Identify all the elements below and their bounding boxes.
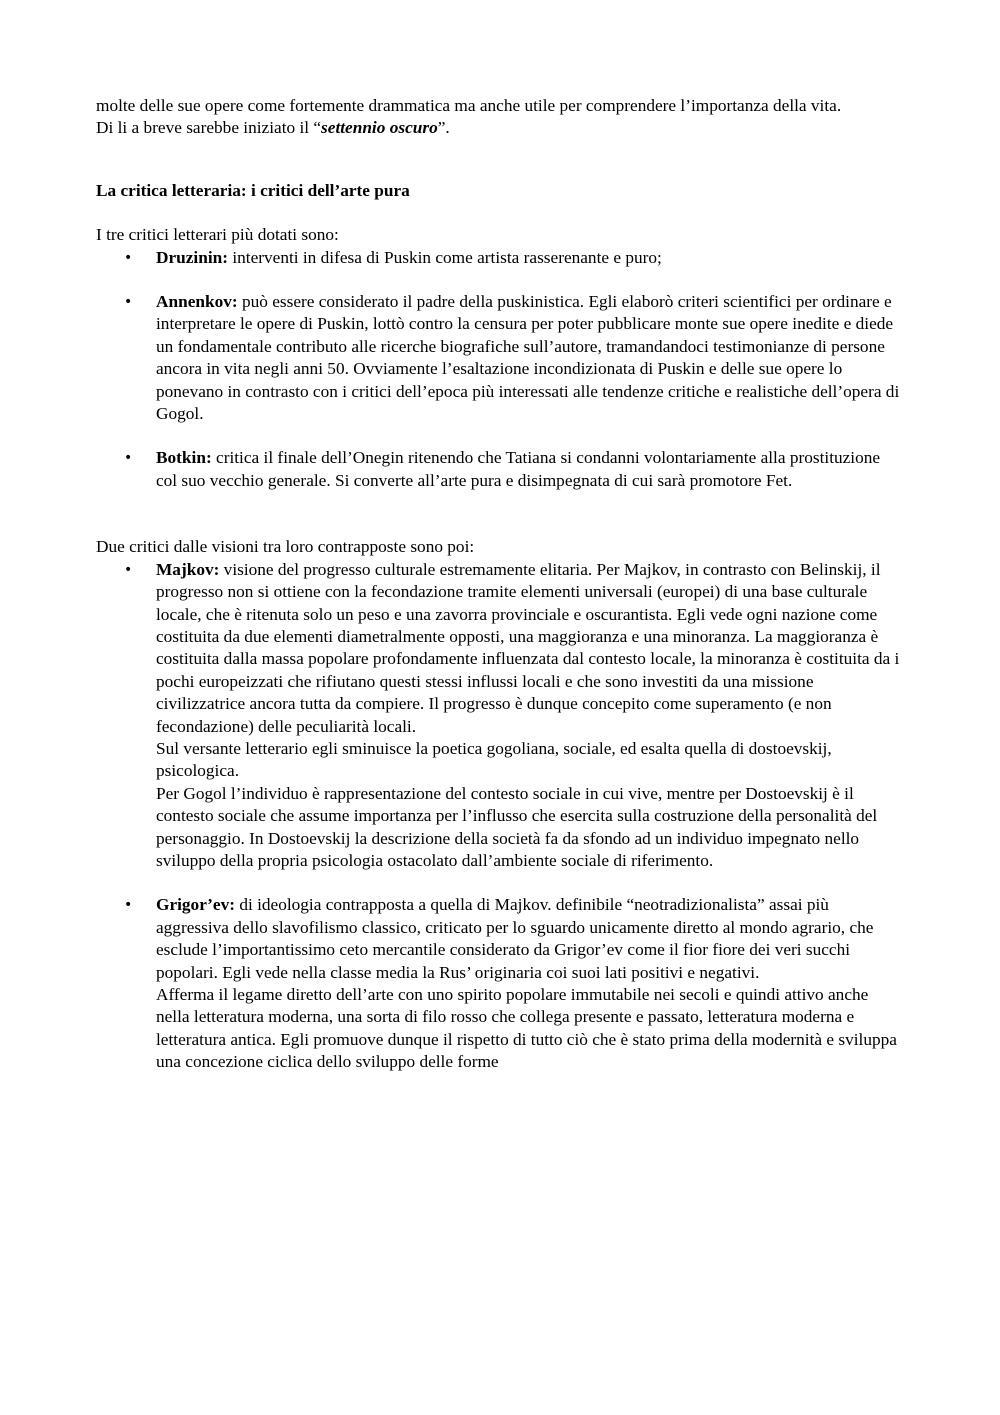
- critics-list-1: [96, 247, 904, 493]
- critics-list-2: [96, 559, 904, 1074]
- intro-paragraph-1: I tre critici letterari più dotati sono:: [96, 225, 339, 245]
- list-item-druzinin: • Druzinin: interventi in difesa di Puskin come artista rasserenante e puro;: [96, 247, 904, 269]
- opening-paragraph: molte delle sue opere come fortemente drammatica ma anche utile per comprendere l’importanza della vita. Di li a breve sarebbe iniziato il “settennio oscuro”.: [96, 96, 842, 138]
- intro-paragraph-2: Due critici dalle visioni tra loro contrapposte sono poi:: [96, 537, 475, 557]
- list-item-annenkov: • Annenkov: può essere considerato il padre della puskinistica. Egli elaborò criteri scientifici per ordinare e interpretare le opere di Puskin, lottò contro la censura per poter pubblicare monte sue opere inedite e diede un fondamentale contributo alle ricerche biografiche sull’autore, tramandandoci testimonianze di persone ancora in vita negli anni 50. Ovviamente l’esaltazione incondizionata di Puskin e delle sue opere lo ponevano in contrasto con i critici dell’epoca più interessati alle tendenze critiche e realistiche dell’opera di Gogol.: [96, 291, 904, 425]
- list-item-botkin: • Botkin: critica il finale dell’Onegin ritenendo che Tatiana si condanni volontariamente alla prostituzione col suo vecchio generale. Si converte all’arte pura e disimpegnata di cui sarà promotore Fet.: [96, 447, 904, 492]
- critic-name: Majkov:: [156, 559, 220, 579]
- document-page: [96, 95, 904, 1074]
- critic-name: Annenkov:: [156, 292, 238, 312]
- section-heading: La critica letteraria: i critici dell’arte pura: [96, 180, 410, 200]
- emphasis-settennio: settennio oscuro: [321, 118, 438, 138]
- critic-name: Botkin:: [156, 448, 212, 468]
- critic-name: Druzinin:: [156, 247, 229, 267]
- list-item-grigorev: • Grigor’ev: di ideologia contrapposta a quella di Majkov. definibile “neotradizionalista” assai più aggressiva dello slavofilismo classico, criticato per lo sguardo unicamente diretto al mondo agrario, che esclude l’importantissimo ceto mercantile considerato da Grigor’ev come il fior fiore dei veri succhi popolari. Egli vede nella classe media la Rus’ originaria coi suoi lati positivi e negativi. Afferma il legame diretto dell’arte con uno spirito popolare immutabile nei secoli e quindi attivo anche nella letteratura moderna, una sorta di filo rosso che collega presente e passato, letteratura moderna e letteratura antica. Egli promuove dunque il rispetto di tutto ciò che è stato prima della modernità e sviluppa una concezione ciclica dello sviluppo delle forme: [96, 894, 904, 1073]
- critic-name: Grigor’ev:: [156, 895, 235, 915]
- list-item-majkov: • Majkov: visione del progresso culturale estremamente elitaria. Per Majkov, in contrasto con Belinskij, il progresso non si ottiene con la fecondazione tramite elementi universali (europei) di una base culturale locale, che è ritenuta solo un peso e una zavorra provinciale e oscurantista. Egli vede ogni nazione come costituita da due elementi diametralmente opposti, una maggioranza e una minoranza. La maggioranza è costituita dalla massa popolare profondamente influenzata dal contesto locale, la minoranza è costituita da i pochi europeizzati che rifiutano questi stessi influssi locali e che sono investiti da una missione civilizzatrice ancora tutta da compiere. Il progresso è dunque concepito come superamento (e non fecondazione) delle peculiarità locali. Sul versante letterario egli sminuisce la poetica gogoliana, sociale, ed esalta quella di dostoevskij, psicologica. Per Gogol l’individuo è rappresentazione del contesto sociale in cui vive, mentre per Dostoevskij è il contesto sociale che assume importanza per l’influsso che esercita sulla costruzione della personalità del personaggio. In Dostoevskij la descrizione della società fa da sfondo ad un individuo impegnato nello sviluppo della propria psicologia ostacolato dall’ambiente sociale di riferimento.: [96, 559, 904, 873]
